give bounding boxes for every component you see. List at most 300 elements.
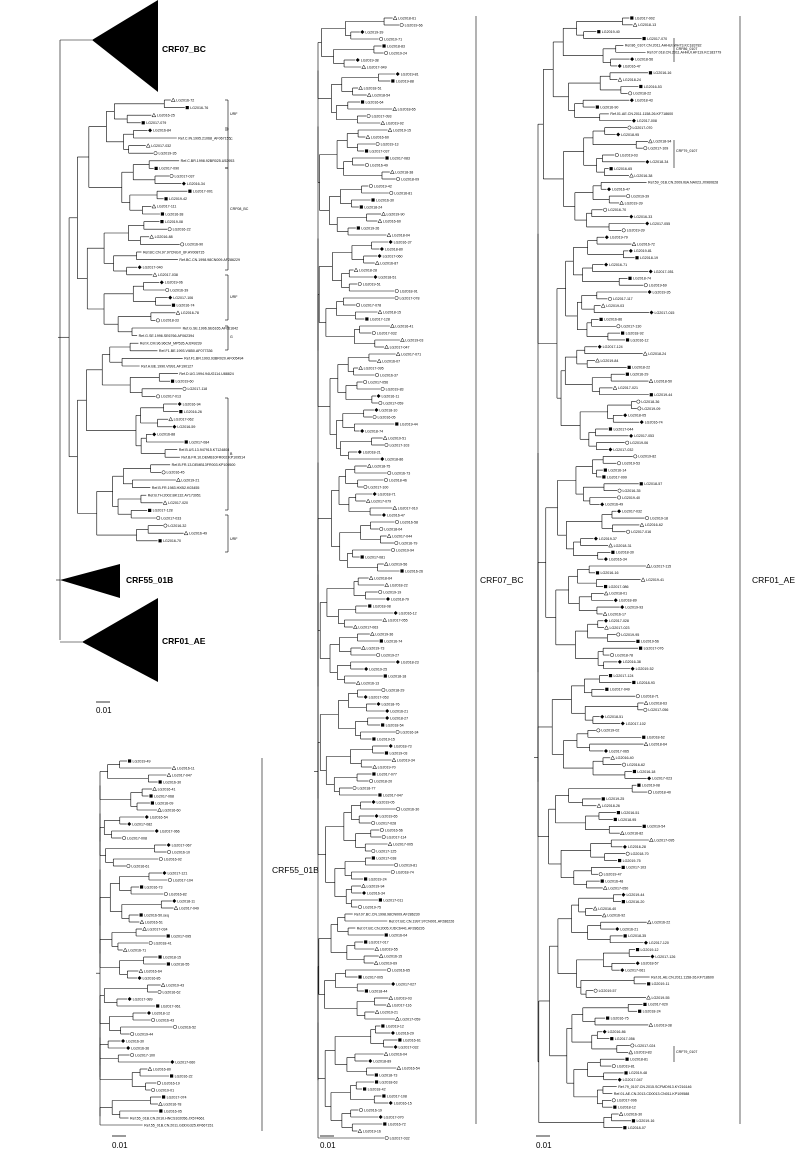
taxon-marker	[603, 1030, 607, 1034]
taxon-marker	[620, 201, 624, 205]
taxon-marker	[167, 773, 171, 777]
taxon-leaf	[617, 509, 642, 513]
taxon-leaf	[388, 471, 411, 475]
taxon-leaf	[367, 93, 390, 97]
taxon-leaf	[611, 756, 634, 760]
taxon-label: LG2018-20	[374, 779, 393, 784]
taxon-marker	[379, 954, 383, 958]
taxon-leaf	[373, 415, 396, 419]
taxon-marker	[374, 961, 378, 965]
taxon-label: LG2018-35	[628, 934, 647, 939]
taxon-marker	[393, 107, 397, 111]
taxon-leaf	[151, 1018, 174, 1022]
taxon-label: LG2017-090	[159, 166, 180, 171]
taxon-marker	[605, 688, 608, 691]
taxon-marker	[381, 387, 384, 390]
taxon-marker	[638, 1010, 641, 1013]
taxon-leaf	[603, 612, 626, 616]
taxon-leaf	[616, 132, 639, 136]
taxon-label: LG2016-11	[381, 394, 400, 399]
taxon-leaf	[381, 1024, 404, 1028]
taxon-leaf	[188, 190, 213, 194]
taxon-marker	[648, 139, 652, 143]
taxon-marker	[385, 443, 388, 446]
taxon-marker	[617, 462, 620, 465]
taxon-marker	[362, 884, 366, 888]
taxon-label: Ref.07.018.CN.2011.AHHUI.HF119.KC183779	[647, 50, 722, 55]
taxon-leaf	[372, 849, 397, 853]
taxon-marker	[382, 1094, 385, 1097]
taxon-label: LG2018-46	[388, 478, 407, 483]
taxon-marker	[373, 765, 377, 769]
taxon-marker	[387, 534, 391, 538]
taxon-label: LG2016-60	[382, 219, 401, 224]
taxon-label: LG2018-31	[613, 543, 632, 548]
taxon-leaf	[150, 235, 173, 239]
taxon-marker	[383, 436, 387, 440]
taxon-label: LG2019-18	[650, 516, 669, 521]
taxon-leaf	[171, 380, 194, 384]
taxon-label: LG2019-90	[386, 212, 405, 217]
taxon-label: LG2019-26	[361, 226, 380, 231]
taxon-marker	[142, 121, 145, 124]
taxon-label: LG2016-10	[172, 850, 191, 855]
taxon-marker	[391, 1031, 395, 1035]
taxon-marker	[638, 407, 641, 410]
taxon-label: LG2019-60	[175, 379, 194, 384]
taxon-label: LG2019-12	[385, 1024, 404, 1029]
taxon-marker	[621, 893, 625, 897]
taxon-label: LG2019-44	[399, 422, 418, 427]
taxon-label: LG2017-005	[393, 842, 414, 847]
taxon-leaf	[630, 174, 653, 178]
taxon-marker	[170, 1060, 174, 1064]
taxon-leaf	[127, 864, 150, 868]
taxon-leaf	[365, 149, 390, 153]
taxon-leaf	[159, 780, 182, 784]
taxon-leaf	[372, 737, 395, 741]
taxon-label: LG2016-30	[624, 1112, 643, 1117]
taxon-marker	[394, 611, 398, 615]
taxon-marker	[620, 968, 624, 972]
taxon-leaf	[629, 1050, 652, 1054]
taxon-leaf	[631, 667, 654, 671]
taxon-label: LG2017-103	[626, 865, 647, 870]
taxon-leaf	[368, 604, 391, 608]
taxon-leaf	[645, 160, 668, 164]
taxon-marker	[372, 772, 375, 775]
taxon-label: LG2017-076	[643, 646, 664, 651]
taxon-label: LG2016-65	[391, 968, 410, 973]
taxon-label: LG2016-74	[384, 639, 403, 644]
taxon-marker	[632, 681, 635, 684]
taxon-leaf	[615, 927, 638, 931]
taxon-label: LG2018-33	[160, 318, 179, 323]
taxon-label: LG2016-81	[394, 191, 413, 196]
taxon-label: LG2019-43	[166, 983, 185, 988]
taxon-marker	[372, 737, 375, 740]
taxon-leaf	[382, 44, 405, 48]
taxon-label: LG2018-89	[373, 1059, 392, 1064]
taxon-leaf	[375, 261, 398, 265]
taxon-leaf	[624, 934, 647, 938]
taxon-label: LG2016-35	[622, 488, 641, 493]
taxon-marker	[364, 667, 368, 671]
taxon-marker	[172, 304, 175, 307]
taxon-leaf	[391, 870, 414, 874]
taxon-label: LG2018-74	[365, 429, 384, 434]
taxon-leaf	[640, 523, 663, 527]
taxon-label: LG2016-58	[399, 520, 418, 525]
taxon-leaf	[361, 555, 386, 559]
taxon-leaf	[373, 275, 396, 279]
taxon-marker	[633, 23, 637, 27]
taxon-leaf	[644, 146, 669, 150]
taxon-label: LG2018-73	[393, 744, 412, 749]
taxon-marker	[385, 933, 388, 936]
taxon-label: LG2017-020	[168, 501, 189, 506]
taxon-marker	[372, 331, 375, 334]
taxon-label: LG2017-086	[608, 584, 629, 589]
taxon-leaf	[179, 448, 230, 452]
taxon-label: LG2016-62	[644, 523, 663, 528]
taxon-leaf	[640, 482, 663, 486]
taxon-marker	[632, 119, 636, 123]
taxon-leaf	[603, 886, 628, 890]
taxon-label: LG2017-095	[363, 366, 384, 371]
taxon-marker	[154, 152, 157, 155]
taxon-marker	[601, 304, 605, 308]
taxon-marker	[604, 469, 607, 472]
panel-label-crf07-bc: CRF07_BC	[480, 575, 524, 585]
taxon-label: LG2019-83	[385, 387, 404, 392]
taxon-leaf	[162, 871, 187, 875]
taxon-label: LG2018-70	[630, 852, 649, 856]
taxon-marker	[610, 1037, 613, 1040]
taxon-leaf	[183, 326, 239, 330]
taxon-label: LG2016-62	[162, 990, 181, 995]
taxon-label: LG2017-079	[146, 121, 167, 126]
taxon-marker	[372, 800, 376, 804]
taxon-label: LG2018-95	[618, 817, 637, 822]
taxon-label: LG2016-64	[365, 100, 384, 105]
taxon-marker	[603, 208, 606, 211]
taxon-marker	[599, 873, 602, 876]
taxon-marker	[153, 787, 157, 791]
taxon-marker	[375, 1010, 379, 1014]
taxon-marker	[147, 1011, 151, 1015]
taxon-marker	[162, 871, 166, 875]
taxon-leaf	[122, 836, 147, 840]
taxon-label: LG2018-64	[648, 742, 667, 747]
taxon-marker	[397, 807, 400, 810]
taxon-marker	[353, 625, 357, 629]
taxon-marker	[631, 1044, 634, 1047]
taxon-label: LG2018-04	[384, 527, 403, 532]
taxon-marker	[385, 345, 389, 349]
taxon-marker	[640, 420, 644, 424]
taxon-marker	[130, 1032, 133, 1035]
taxon-marker	[643, 825, 646, 828]
taxon-label: LG2016-40	[598, 906, 617, 911]
taxon-leaf	[358, 905, 381, 909]
taxon-leaf	[645, 516, 668, 520]
taxon-marker	[380, 457, 384, 461]
taxon-leaf	[387, 534, 412, 538]
taxon-leaf	[597, 804, 620, 808]
taxon-marker	[363, 380, 366, 383]
taxon-label: LG2016-72	[636, 242, 655, 247]
taxon-leaf	[633, 23, 656, 27]
taxon-leaf	[400, 23, 423, 27]
taxon-leaf	[382, 835, 406, 839]
taxon-leaf	[396, 730, 419, 734]
taxon-leaf	[621, 331, 644, 335]
taxon-label: LG2017-111	[156, 204, 177, 209]
taxon-label: LG2016-41	[395, 324, 414, 329]
taxon-leaf	[617, 462, 640, 466]
taxon-marker	[622, 866, 625, 869]
taxon-label: LG2016-12	[398, 611, 417, 616]
taxon-marker	[647, 564, 651, 568]
taxon-marker	[389, 744, 393, 748]
taxon-label: LG2019-71	[384, 37, 403, 42]
taxon-label: LG2018-42	[367, 1087, 386, 1092]
taxon-label: LG2017-028	[608, 619, 629, 624]
taxon-marker	[185, 440, 188, 443]
taxon-marker	[384, 674, 387, 677]
taxon-label: LG2016-53	[643, 84, 662, 89]
taxon-label: LG2017-005	[363, 975, 384, 980]
taxon-label: LG2016-17	[608, 612, 627, 617]
taxon-leaf	[644, 941, 669, 945]
taxon-marker	[605, 626, 609, 630]
taxon-leaf	[386, 597, 409, 601]
taxon-marker	[128, 759, 131, 762]
taxon-marker	[376, 142, 379, 145]
taxon-label: LG2016-86	[604, 317, 623, 322]
taxon-label: LG2016-71	[609, 262, 628, 267]
taxon-label: LG2016-26	[183, 409, 202, 414]
taxon-leaf	[364, 940, 389, 944]
taxon-label: LG2016-71	[128, 948, 147, 953]
bracket-label: C	[230, 137, 233, 141]
taxon-leaf	[155, 167, 180, 171]
taxon-leaf	[358, 975, 383, 979]
taxon-label: LG2016-39	[170, 288, 189, 293]
taxon-leaf	[603, 208, 626, 212]
taxon-leaf	[604, 749, 629, 753]
taxon-leaf	[643, 37, 668, 41]
taxon-label: LG2019-35	[652, 290, 671, 295]
taxon-leaf	[130, 1116, 205, 1120]
taxon-marker	[626, 194, 629, 197]
taxon-label: LG2016-79	[399, 541, 418, 546]
taxon-label: LG2017-020	[647, 1002, 668, 1007]
taxon-marker	[615, 927, 619, 931]
taxon-leaf	[649, 1023, 672, 1027]
taxon-leaf	[397, 807, 420, 811]
taxon-marker	[644, 708, 647, 711]
taxon-leaf	[631, 1044, 656, 1048]
panel-b-tree	[0, 755, 330, 1154]
taxon-label: LG2017-015	[654, 310, 675, 315]
taxon-leaf	[380, 247, 403, 251]
taxon-leaf	[389, 919, 455, 923]
taxon-leaf	[365, 989, 388, 993]
taxon-leaf	[643, 352, 666, 356]
taxon-marker	[622, 763, 625, 766]
taxon-leaf	[649, 311, 674, 315]
taxon-leaf	[148, 494, 201, 498]
taxon-label: LG2019-81	[400, 72, 419, 77]
taxon-marker	[600, 502, 604, 506]
taxon-label: LG2018-23	[400, 660, 419, 665]
taxon-marker	[358, 1129, 362, 1133]
taxon-marker	[168, 228, 171, 231]
taxon-leaf	[380, 828, 403, 832]
taxon-marker	[367, 464, 371, 468]
taxon-leaf	[628, 92, 651, 96]
taxon-label: Ref.D.UG.1994.94UG114.U88824	[179, 371, 234, 376]
taxon-leaf	[628, 277, 651, 281]
taxon-marker	[604, 619, 608, 623]
taxon-label: LG2017-010	[397, 506, 418, 511]
taxon-marker	[596, 571, 599, 574]
taxon-marker	[603, 886, 607, 890]
taxon-label: LG2018-75	[372, 464, 391, 469]
taxon-leaf	[638, 1010, 661, 1014]
taxon-label: LG2019-06	[164, 280, 183, 285]
taxon-label: LG2019-08	[164, 219, 183, 224]
taxon-leaf	[181, 159, 235, 163]
taxon-leaf	[384, 478, 407, 482]
taxon-marker	[624, 1071, 627, 1074]
panel-c-tree	[300, 0, 540, 1154]
taxon-marker	[180, 243, 183, 246]
taxon-label: LG2017-070	[383, 1115, 404, 1120]
taxon-leaf	[640, 420, 663, 424]
taxon-leaf	[647, 776, 672, 780]
taxon-label: LG2017-032	[151, 143, 172, 148]
taxon-marker	[611, 756, 615, 760]
bracket-label-crf79-a: CRF79_0107	[676, 149, 698, 153]
taxon-label: LG2018-92	[625, 331, 644, 336]
taxon-leaf	[170, 1060, 195, 1064]
taxon-marker	[626, 852, 629, 855]
taxon-leaf	[375, 373, 398, 377]
taxon-label: LG2017-002	[634, 16, 655, 21]
taxon-leaf	[149, 941, 172, 945]
taxon-label: LG2017-008	[127, 836, 148, 841]
taxon-marker	[382, 513, 386, 517]
taxon-label: LG2017-023	[609, 625, 630, 630]
taxon-label: LG2017-032	[613, 447, 634, 452]
taxon-leaf	[632, 242, 655, 246]
taxon-marker	[391, 324, 395, 328]
taxon-marker	[617, 325, 620, 328]
taxon-label: LG2017-124	[613, 673, 634, 678]
taxon-label: LG2019-84	[600, 358, 619, 363]
taxon-marker	[366, 499, 370, 503]
taxon-label: Ref.H.BE.1990.VI991.AF190127	[141, 364, 194, 369]
taxon-label: LG2018-54	[385, 723, 404, 728]
taxon-marker	[384, 478, 387, 481]
collapsed-label-crf07-bc: CRF07_BC	[162, 44, 206, 54]
taxon-label: LG2018-30	[615, 550, 634, 555]
taxon-label: LG2018-07	[627, 1126, 646, 1130]
taxon-leaf	[604, 585, 629, 589]
taxon-leaf	[622, 229, 645, 233]
taxon-leaf	[375, 814, 398, 818]
taxon-marker	[634, 455, 637, 458]
taxon-marker	[396, 352, 400, 356]
taxon-leaf	[609, 427, 634, 431]
taxon-label: LG2017-032	[376, 331, 397, 336]
taxon-label: LG2017-053	[368, 695, 389, 700]
taxon-label: LG2019-01	[156, 1088, 175, 1093]
taxon-marker	[152, 113, 156, 117]
taxon-leaf	[130, 1032, 153, 1036]
taxon-label: LG2018-21	[362, 450, 381, 455]
taxon-marker	[378, 254, 382, 258]
taxon-leaf	[629, 434, 654, 438]
taxon-label: LG2016-47	[622, 64, 641, 69]
taxon-leaf	[605, 688, 630, 692]
taxon-leaf	[602, 797, 625, 801]
taxon-label: LG2018-01	[609, 591, 628, 596]
taxon-leaf	[626, 530, 651, 534]
taxon-label: LG2018-11	[177, 899, 196, 904]
taxon-label: LG2016-11	[176, 766, 195, 771]
taxon-leaf	[600, 502, 623, 506]
taxon-label: LG2018-28	[359, 268, 378, 273]
taxon-leaf	[159, 349, 213, 353]
taxon-marker	[184, 531, 188, 535]
taxon-label: LG2017-038	[157, 273, 178, 278]
taxon-label: LG2016-70	[608, 208, 627, 213]
taxon-marker	[644, 146, 647, 149]
taxon-label: LG2019-13	[380, 142, 399, 147]
taxon-marker	[362, 646, 366, 650]
taxon-leaf	[650, 393, 673, 397]
panel-label-crf55-01b: CRF55_01B	[272, 865, 319, 875]
taxon-leaf	[163, 501, 188, 505]
taxon-marker	[159, 1102, 163, 1106]
taxon-label: Ref.F1.BE.1993.VI850.AF077336	[158, 349, 213, 354]
taxon-leaf	[167, 843, 192, 847]
taxon-marker	[628, 92, 631, 95]
taxon-marker	[629, 434, 633, 438]
taxon-marker	[606, 1017, 609, 1020]
taxon-label: Ref.B.TH.2002.BK132.AY173951	[147, 493, 201, 498]
taxon-label: LG2017-114	[386, 835, 407, 840]
taxon-label: LG2016-51	[621, 810, 640, 815]
taxon-label: LG2017-116	[391, 1003, 412, 1008]
taxon-marker	[401, 338, 405, 342]
taxon-marker	[148, 128, 152, 132]
scale-label-middle: 0.01	[320, 1141, 336, 1150]
taxon-marker	[625, 1058, 628, 1061]
taxon-marker	[630, 57, 634, 61]
taxon-label: LG2017-061	[625, 968, 646, 973]
taxon-label: LG2019-40	[601, 30, 620, 34]
taxon-label: LG2016-22	[172, 227, 191, 232]
taxon-leaf	[160, 280, 183, 284]
taxon-marker	[394, 1045, 398, 1049]
taxon-label: LG2016-49	[369, 163, 388, 168]
taxon-marker	[365, 317, 368, 320]
